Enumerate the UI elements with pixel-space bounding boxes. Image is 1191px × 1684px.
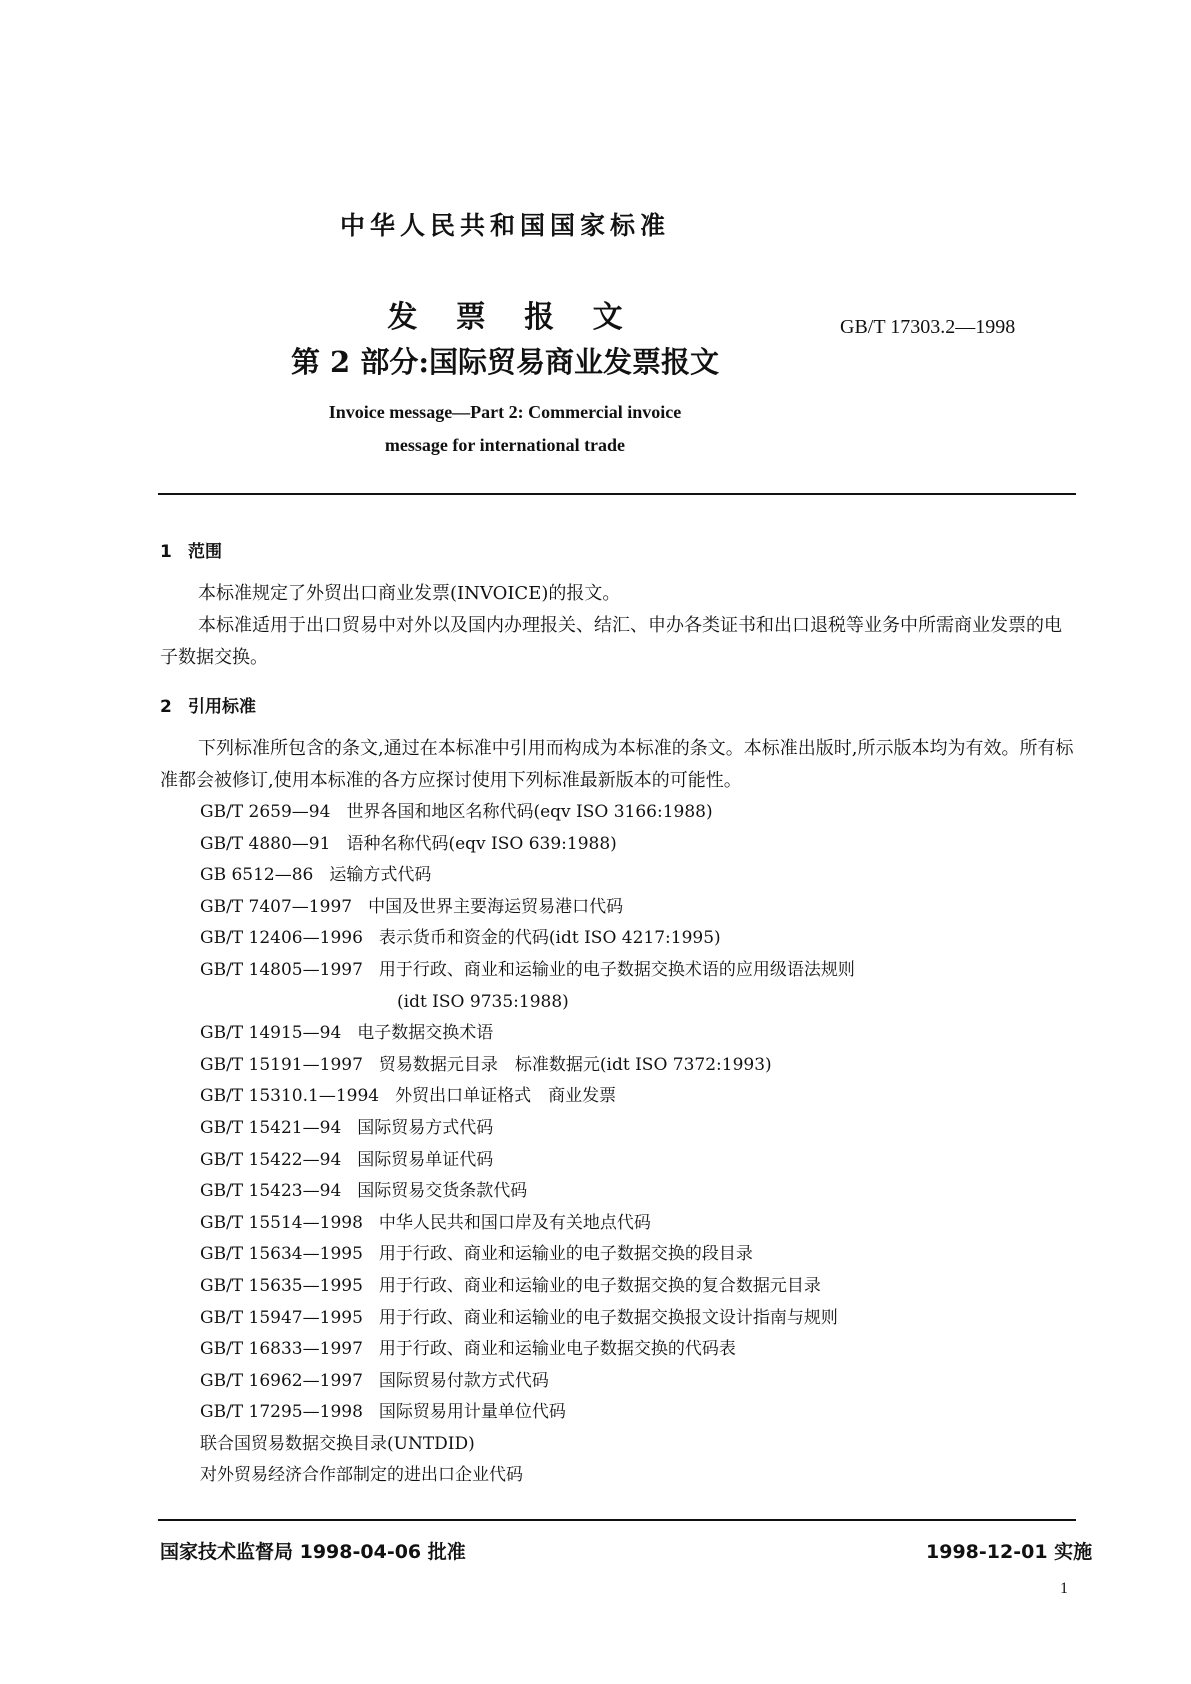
reference-item	[200, 1208, 1080, 1240]
reference-code: GB 6512—86	[200, 865, 314, 886]
reference-item	[200, 1081, 1080, 1113]
reference-title: 国际贸易付款方式代码	[378, 1370, 549, 1391]
section-1-number: 1	[160, 542, 172, 562]
approval-info: 国家技术监督局 1998-04-06 批准	[160, 1541, 466, 1563]
reference-title: 语种名称代码(eqv ISO 639:1988)	[346, 833, 617, 854]
section-2-heading	[160, 692, 256, 717]
reference-item	[200, 829, 1080, 861]
reference-item	[200, 1334, 1080, 1366]
reference-title: 国际贸易交货条款代码	[357, 1181, 528, 1202]
reference-title: 外贸出口单证格式 商业发票	[395, 1086, 617, 1107]
reference-item	[200, 1113, 1080, 1145]
reference-title: 国际贸易单证代码	[357, 1149, 494, 1170]
reference-list	[200, 797, 1080, 1492]
reference-title: 用于行政、商业和运输业的电子数据交换报文设计指南与规则	[378, 1307, 838, 1328]
section-2-title: 引用标准	[188, 697, 256, 717]
reference-title: 联合国贸易数据交换目录(UNTDID)	[200, 1433, 475, 1454]
reference-title: 国际贸易方式代码	[357, 1117, 494, 1138]
reference-item	[200, 1176, 1080, 1208]
reference-title: 世界各国和地区名称代码(eqv ISO 3166:1988)	[346, 802, 713, 822]
section-1-heading	[160, 537, 222, 562]
reference-item	[200, 1018, 1080, 1050]
reference-item	[200, 1366, 1080, 1398]
document-subtitle: 第 2 部分:国际贸易商业发票报文	[290, 345, 720, 379]
footer-divider	[158, 1519, 1076, 1521]
page-number: 1	[1060, 1580, 1068, 1597]
reference-item	[200, 1429, 1080, 1461]
reference-code: GB/T 2659—94	[200, 802, 331, 822]
reference-title: 用于行政、商业和运输业的电子数据交换术语的应用级语法规则	[378, 959, 855, 980]
reference-item	[200, 1239, 1080, 1271]
section-2-number: 2	[160, 697, 172, 717]
section-1-title: 范围	[188, 542, 222, 562]
reference-code: GB/T 16833—1997	[200, 1339, 363, 1360]
reference-title: 中国及世界主要海运贸易港口代码	[368, 896, 624, 917]
reference-code: GB/T 7407—1997	[200, 896, 353, 917]
reference-code: GB/T 15947—1995	[200, 1307, 363, 1328]
reference-code: GB/T 14805—1997	[200, 959, 363, 980]
reference-title: 表示货币和资金的代码(idt ISO 4217:1995)	[378, 928, 721, 949]
reference-code: GB/T 15422—94	[200, 1149, 342, 1170]
document-title: 发 票 报 文	[387, 300, 623, 335]
reference-title: 中华人民共和国口岸及有关地点代码	[378, 1212, 651, 1233]
reference-item	[200, 797, 1080, 829]
national-standard-title: 中华人民共和国国家标准	[339, 211, 670, 240]
reference-item	[200, 1303, 1080, 1335]
effective-date: 1998-12-01 实施	[926, 1541, 1093, 1563]
header-divider	[158, 493, 1076, 495]
reference-item	[200, 1050, 1080, 1082]
reference-item	[200, 1397, 1080, 1429]
reference-code: GB/T 15310.1—1994	[200, 1086, 380, 1107]
reference-item	[200, 1145, 1080, 1177]
reference-title: 对外贸易经济合作部制定的进出口企业代码	[200, 1465, 523, 1486]
reference-code: GB/T 15423—94	[200, 1181, 342, 1202]
reference-code: GB/T 15635—1995	[200, 1275, 363, 1296]
reference-title: 运输方式代码	[329, 865, 432, 886]
reference-title: (idt ISO 9735:1988)	[397, 991, 569, 1012]
reference-code: GB/T 4880—91	[200, 833, 331, 854]
reference-item	[200, 892, 1080, 924]
reference-code: GB/T 16962—1997	[200, 1370, 363, 1391]
reference-item	[200, 987, 1080, 1019]
reference-code: GB/T 15514—1998	[200, 1212, 363, 1233]
reference-code: GB/T 15634—1995	[200, 1244, 363, 1265]
section-2-intro: 下列标准所包含的条文,通过在本标准中引用而构成为本标准的条文。本标准出版时,所示版本均为有效。所有标准都会被修订,使用本标准的各方应探讨使用下列标准最新版本的可能性。	[160, 738, 1074, 791]
reference-item	[200, 923, 1080, 955]
section-1-paragraph-1: 本标准规定了外贸出口商业发票(INVOICE)的报文。	[198, 583, 621, 604]
reference-code: GB/T 15191—1997	[200, 1054, 363, 1075]
reference-item	[200, 860, 1080, 892]
section-1-paragraph-2: 本标准适用于出口贸易中对外以及国内办理报关、结汇、申办各类证书和出口退税等业务中所需商业发票的电子数据交换。	[160, 615, 1062, 668]
reference-item	[200, 955, 1080, 987]
english-title-line-1: Invoice message—Part 2: Commercial invoice	[328, 402, 682, 422]
reference-item	[200, 1460, 1080, 1492]
reference-title: 贸易数据元目录 标准数据元(idt ISO 7372:1993)	[378, 1054, 772, 1075]
reference-title: 用于行政、商业和运输业的电子数据交换的段目录	[378, 1244, 753, 1265]
standard-number: GB/T 17303.2—1998	[840, 316, 1016, 338]
reference-title: 用于行政、商业和运输业电子数据交换的代码表	[378, 1339, 736, 1360]
reference-code: GB/T 15421—94	[200, 1117, 342, 1138]
reference-item	[200, 1271, 1080, 1303]
reference-title: 电子数据交换术语	[357, 1023, 494, 1044]
reference-code: GB/T 12406—1996	[200, 928, 363, 949]
reference-code: GB/T 14915—94	[200, 1023, 342, 1044]
reference-title: 用于行政、商业和运输业的电子数据交换的复合数据元目录	[378, 1275, 821, 1296]
english-title-line-2: message for international trade	[384, 435, 626, 455]
reference-title: 国际贸易用计量单位代码	[378, 1402, 566, 1423]
reference-code: GB/T 17295—1998	[200, 1402, 363, 1423]
